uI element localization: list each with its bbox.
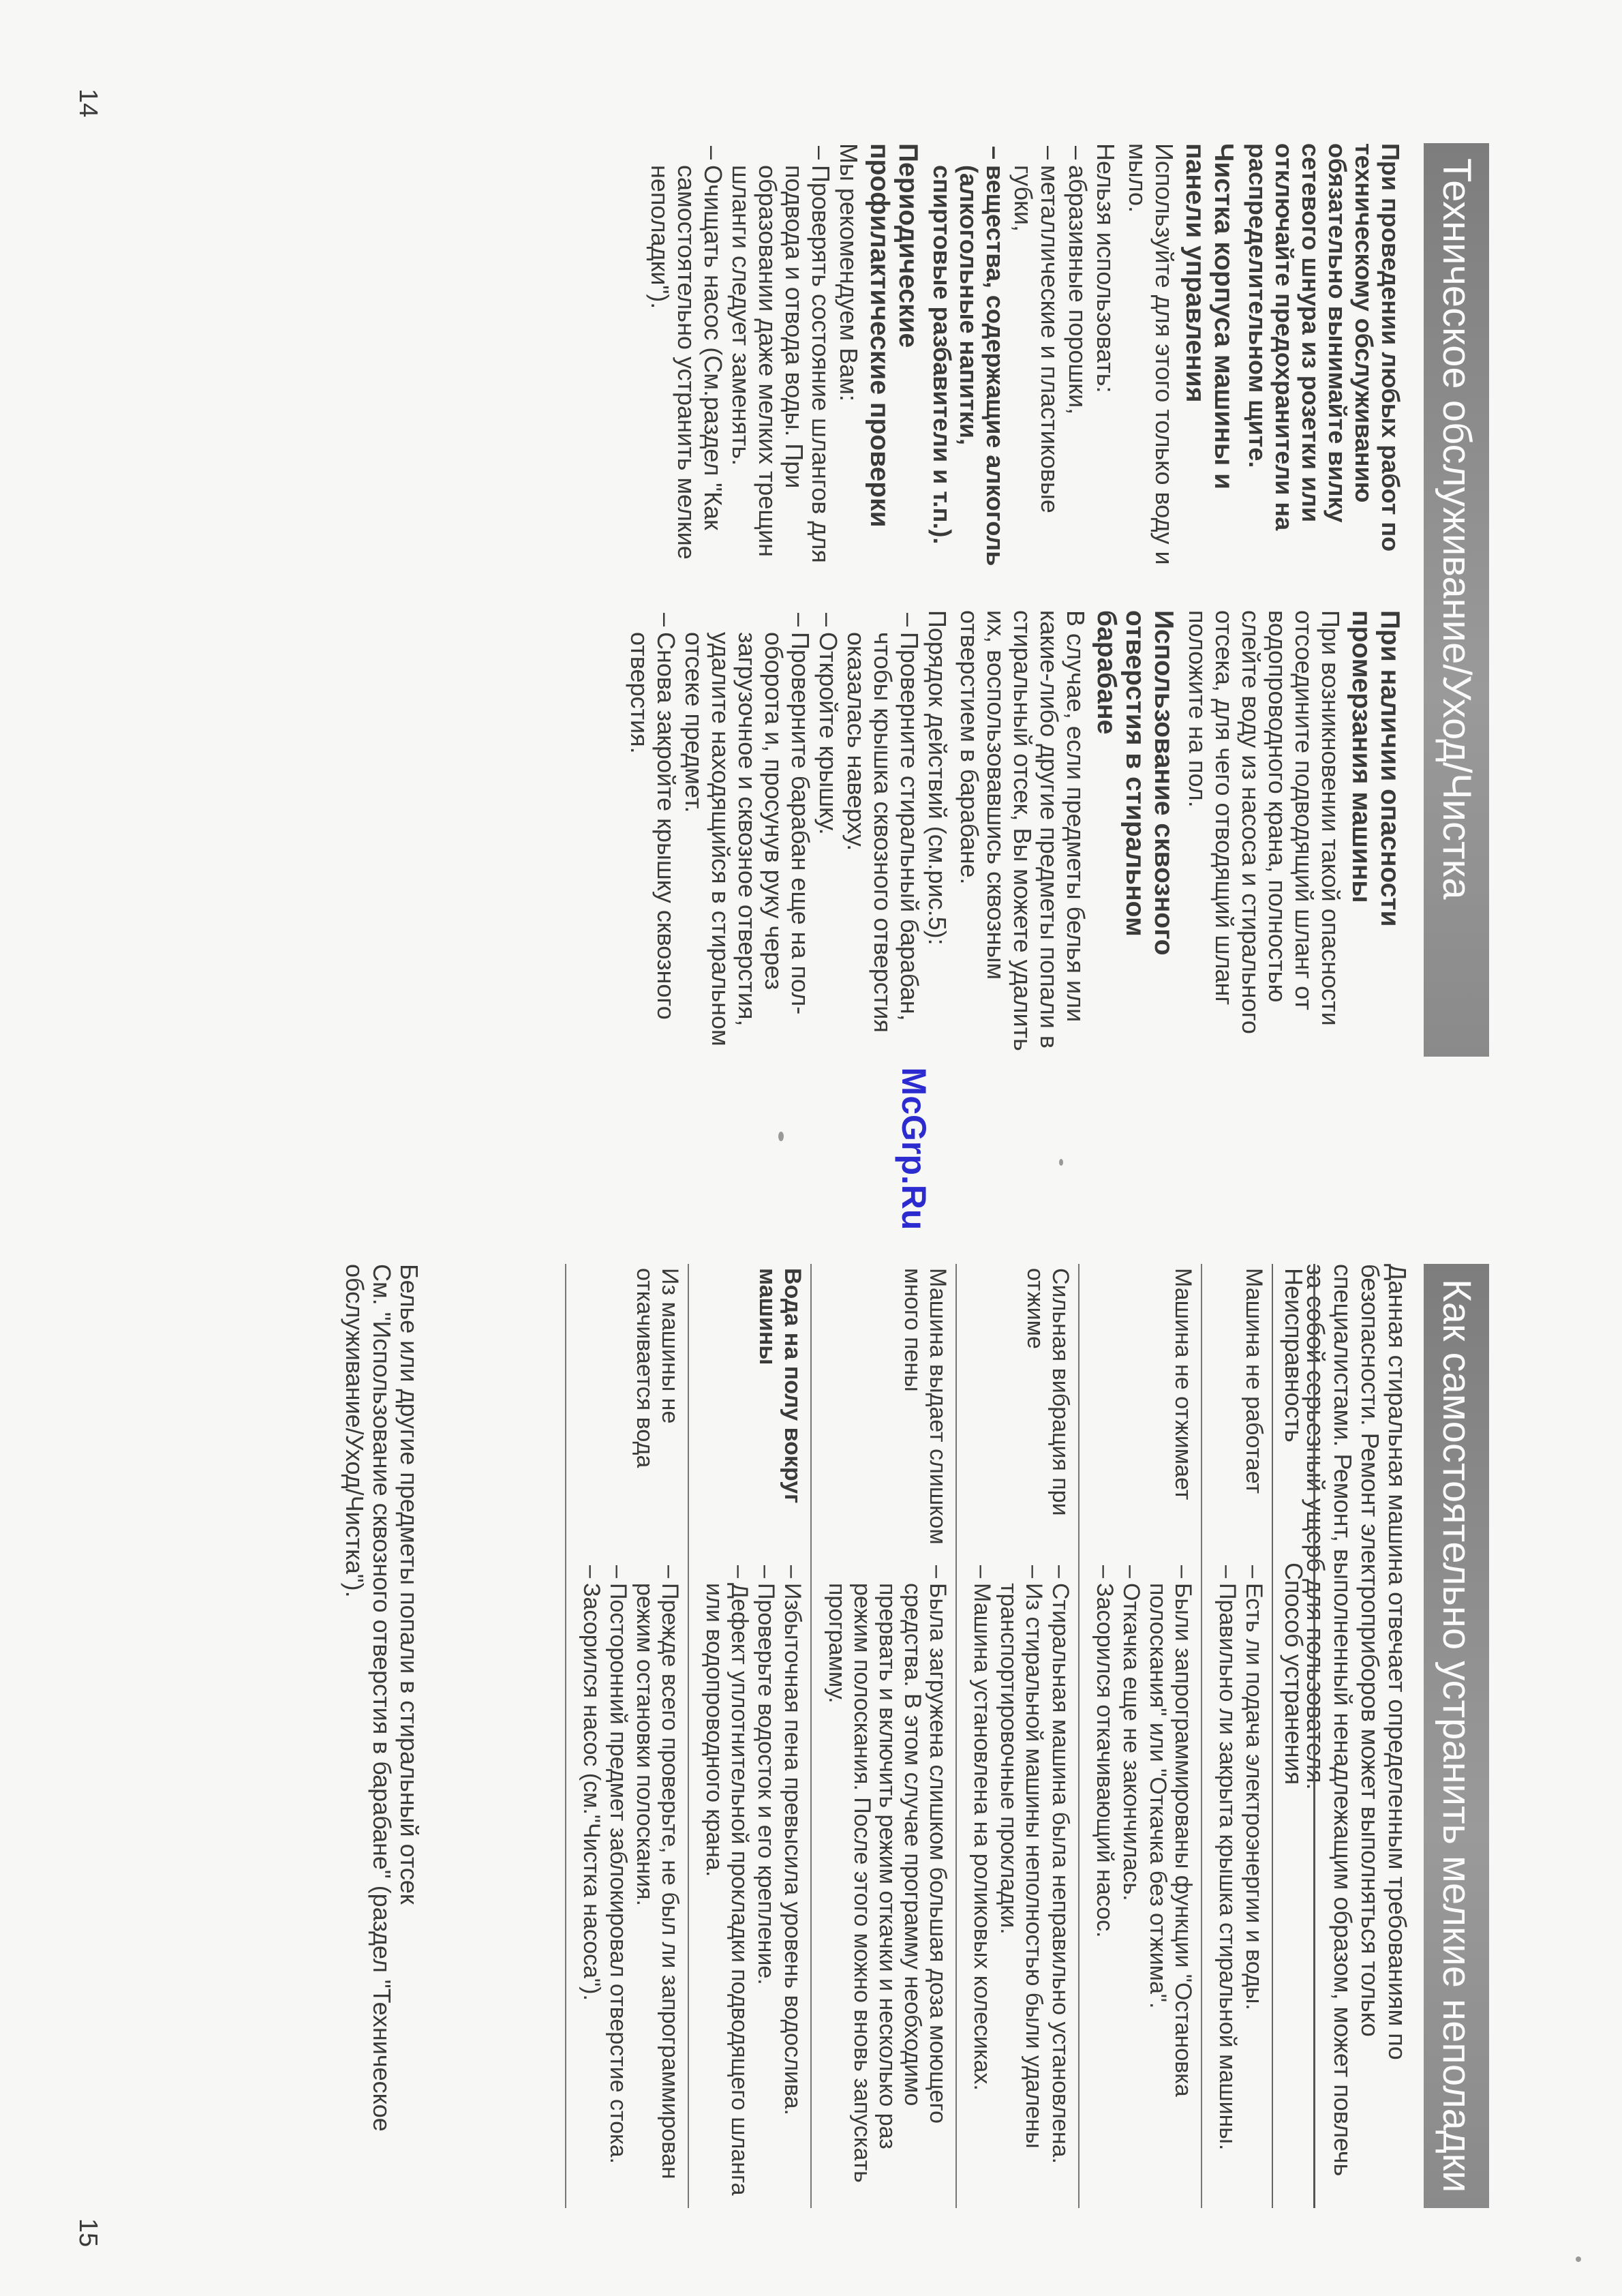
list-item: – Была загружена слишком большая доза моющего средства. В этом случае программу необходимо прервать и включить режим откачки и несколько раз режим полоскания. После этого можно вновь запускать программу.: [824, 1562, 950, 2204]
section-header-troubleshooting: Как самостоятельно устранить мелкие неполадки: [1424, 1264, 1489, 2208]
fault-cell: Сильная вибрация при отжиме: [956, 1264, 1079, 1558]
list-item: – Дефект уплотнительной прокладки подводящего шланга или водопроводного крана.: [701, 1562, 752, 2204]
fault-cell: Машина не работает: [1202, 1264, 1272, 1558]
body-cleaning-text: Используйте для этого только воду и мыло.: [1124, 143, 1178, 565]
column-header-fault: Неисправность: [1272, 1264, 1315, 1558]
footer-note: [341, 1264, 423, 2208]
table-row: [566, 1264, 688, 2208]
table-row: [688, 1264, 811, 2208]
freeze-text: При возникновении такой опасности отсоедините подводящий шланг от водопроводного крана, полностью слейте воду из насоса и стирального отсека, для чего отводящий шланг положите на пол.: [1184, 610, 1345, 1034]
steps-intro: Порядок действий (см.рис.5):: [923, 610, 951, 946]
fault-cell: Из машины не откачивается вода: [566, 1264, 688, 1558]
list-item: – Стиральная машина была неправильно установлена.: [1047, 1562, 1073, 2204]
footer-note-line1: Белье или другие предметы попали в стиральный отсек: [395, 1264, 423, 1905]
list-item: – Машина установлена на роликовых колесиках.: [969, 1562, 994, 2204]
heading-drum-hole: Использование сквозного отверстия в стиральном барабане: [1092, 610, 1178, 956]
list-item: – Правильно ли закрыта крышка стиральной машины.: [1214, 1562, 1240, 2204]
heading-periodic-checks: Периодические профилактические проверки: [865, 143, 923, 528]
list-item: – Проверьте водосток и его крепление.: [753, 1562, 778, 2204]
heading-freeze: При наличии опасности промерзания машины: [1347, 610, 1405, 927]
fault-cell: Вода на полу вокруг машины: [688, 1264, 811, 1558]
fault-cell: Машина выдает слишком много пены: [811, 1264, 956, 1558]
column-header-fix: Способ устранения: [1272, 1558, 1315, 2208]
list-item: – Из стиральной машины неполностью были удалены транспортировочные прокладки.: [996, 1562, 1046, 2204]
list-item: – Проверять состояние шлангов для подвода и отвода воды. При образовании даже мелких трещин шланги следует заменять.: [728, 143, 834, 586]
fix-cell: [688, 1558, 811, 2208]
fix-cell: [956, 1558, 1079, 2208]
watermark: McGrp.Ru: [895, 1067, 933, 1230]
scan-speck: [1576, 2256, 1581, 2262]
list-item: – Откачка еще не закончилась.: [1118, 1562, 1144, 2204]
steps-list: [626, 610, 923, 1060]
forbidden-list: [929, 143, 1091, 586]
checks-list: [647, 143, 834, 586]
list-item: – Избыточная пена превысила уровень водослива.: [780, 1562, 805, 2204]
list-item: – Проверните барабан еще на пол-оборота и, просунув руку через загрузочное и сквозное отверстия, удалите находящийся в стиральном отсеке предмет.: [681, 610, 814, 1060]
list-item: – Посторонний предмет заблокировал отверстие стока.: [605, 1562, 630, 2204]
fix-cell: [1202, 1558, 1272, 2208]
list-item: – Засорился откачивающий насос.: [1092, 1562, 1117, 2204]
fix-cell: [1079, 1558, 1202, 2208]
list-item: – Очищать насос (См.раздел "Как самостоятельно устранить мелкие неполадки").: [647, 143, 726, 586]
safety-intro: Данная стиральная машина отвечает определенным требованиям по безопасности. Ремонт электроприборов может выполняться только специалистами. Ремонт, выполненный ненадлежащим образом, может повлечь за собой серьезный ущерб для пользователя.: [1302, 1264, 1411, 2177]
left-column-2: [622, 610, 1404, 1060]
list-item: – Есть ли подача электроэнергии и воды.: [1241, 1562, 1266, 2204]
list-item: – Снова закройте крышку сквозного отверстия.: [626, 610, 679, 1060]
page-number: 15: [74, 2218, 102, 2248]
scan-speck: [778, 1132, 784, 1141]
section-header-maintenance: Техническое обслуживание/Уход/Чистка: [1424, 143, 1489, 1057]
list-item: – Проверните стиральный барабан, чтобы крышка сквозного отверстия оказалась наверху.: [843, 610, 923, 1060]
footer-note-line2: См. "Использование сквозного отверстия в барабане" (раздел "Техническое обслуживание/Уход/Чистка").: [341, 1264, 396, 2132]
heading-body-cleaning: Чистка корпуса машины и панели управления: [1180, 143, 1238, 490]
list-item: – вещества, содержащие алкоголь (алкогольные напитки, спиртовые разбавители и т.п.).: [929, 143, 1009, 586]
left-column-1: [643, 143, 1404, 586]
troubleshooting-table: [565, 1264, 1315, 2208]
scan-speck: [1059, 1159, 1063, 1166]
table-row: [811, 1264, 956, 2208]
list-item: – Засорился насос (см."Чистка насоса").: [579, 1562, 604, 2204]
list-item: – Откройте крышку.: [815, 610, 842, 1060]
page-number: 14: [74, 89, 102, 118]
list-item: – металлические и пластиковые губки,: [1010, 143, 1063, 586]
forbidden-intro: Нельзя использовать:: [1092, 143, 1120, 393]
table-row: [1079, 1264, 1202, 2208]
fix-cell: [566, 1558, 688, 2208]
safety-warning: При проведении любых работ по техническому обслуживанию обязательно вынимайте вилку сетевого шнура из розетки или отключайте предохранители на распределительном щите.: [1244, 143, 1405, 552]
table-row: [956, 1264, 1079, 2208]
fix-cell: [811, 1558, 956, 2208]
list-item: – абразивные порошки,: [1065, 143, 1091, 586]
fault-cell: Машина не отжимает: [1079, 1264, 1202, 1558]
checks-intro: Мы рекомендуем Вам:: [835, 143, 863, 402]
page-15: [0, 1148, 1622, 2296]
list-item: – Были запрограммированы функции "Остановка полоскания" или "Откачка без отжима".: [1145, 1562, 1195, 2204]
table-row: [1202, 1264, 1272, 2208]
drum-hole-text: В случае, если предметы белья или какие-либо другие предметы попали в стиральный отсек, Вы можете удалить их, воспользовавшись сквозным отверстием в барабане.: [955, 610, 1090, 1051]
list-item: – Прежде всего проверьте, не был ли запрограммирован режим остановки полоскания.: [632, 1562, 682, 2204]
table-header-row: [1272, 1264, 1315, 2208]
